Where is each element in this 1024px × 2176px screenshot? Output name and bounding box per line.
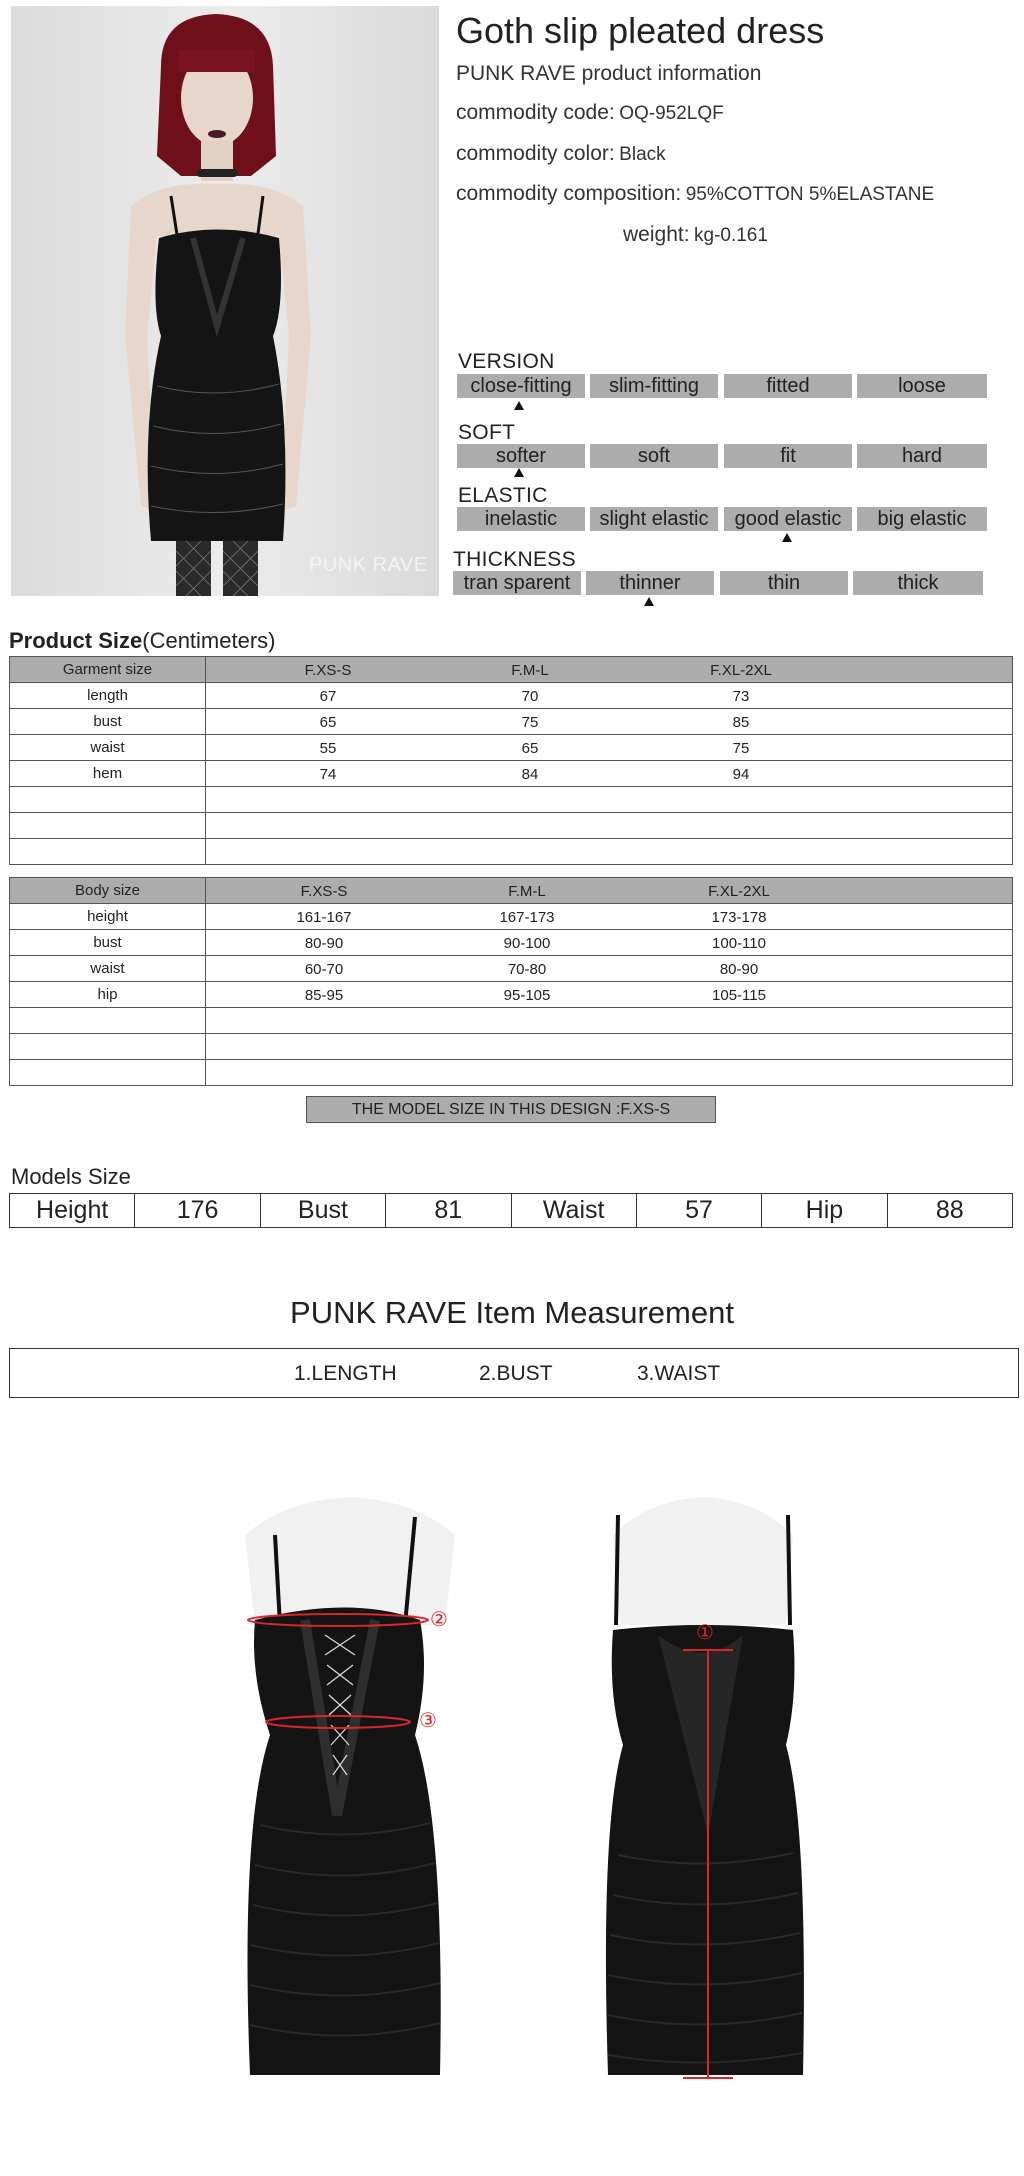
row-value: 84 [521,766,539,783]
composition-value: 95%COTTON 5%ELASTANE [685,184,935,205]
thickness-option-0: tran sparent [453,571,581,595]
version-selected-marker [514,401,524,410]
rating-thickness-title: THICKNESS [453,548,576,571]
empty-cell [10,813,206,839]
empty-cell [10,839,206,865]
empty-cell [206,1008,1013,1034]
soft-selected-marker [514,468,524,477]
color-value: Black [619,144,666,165]
row-value: 65 [319,714,337,731]
table-row [10,761,1013,787]
row-values [206,982,1013,1008]
product-size-title-text: Product Size [9,628,143,653]
header-col-2: F.M-L [511,662,549,679]
commodity-composition-row [456,182,934,206]
models-size-value: 81 [386,1194,511,1228]
row-value: 105-115 [712,987,766,1004]
row-value: 75 [732,740,750,757]
row-label: hip [10,982,206,1008]
empty-cell [206,1060,1013,1086]
product-size-table [9,656,1013,865]
soft-option-3: hard [857,444,987,468]
soft-option-1: soft [590,444,718,468]
elastic-option-2: good elastic [724,507,852,531]
row-values [206,709,1013,735]
table-row-empty [10,839,1013,865]
row-value: 80-90 [719,961,759,978]
row-label: bust [10,930,206,956]
empty-cell [10,1034,206,1060]
header-col-1: F.XS-S [300,883,348,900]
waist-marker: ③ [419,1710,437,1732]
models-size-label: Height [10,1194,135,1228]
table-row-empty [10,1060,1013,1086]
measurement-item-length: 1.LENGTH [294,1362,397,1385]
thickness-option-2: thin [720,571,848,595]
elastic-selected-marker [782,533,792,542]
table-row [10,982,1013,1008]
row-label: waist [10,956,206,982]
row-values [206,904,1013,930]
elastic-option-3: big elastic [857,507,987,531]
empty-cell [206,1034,1013,1060]
models-size-label: Bust [260,1194,385,1228]
weight-value: kg-0.161 [694,225,768,246]
version-option-1: slim-fitting [590,374,718,398]
header-cell: Garment size [10,657,206,683]
commodity-color-row [456,142,666,166]
row-value: 70-80 [507,961,547,978]
row-value: 80-90 [304,935,344,952]
empty-cell [10,1060,206,1086]
models-size-value: 57 [636,1194,761,1228]
elastic-option-0: inelastic [457,507,585,531]
row-value: 60-70 [304,961,344,978]
empty-cell [206,839,1013,865]
row-value: 85-95 [304,987,344,1004]
measurement-item-waist: 3.WAIST [637,1362,721,1385]
row-label: length [10,683,206,709]
thickness-selected-marker [644,597,654,606]
body-size-table [9,877,1013,1086]
empty-cell [206,787,1013,813]
version-option-2: fitted [724,374,852,398]
rating-soft-title: SOFT [458,421,516,444]
rating-elastic-title: ELASTIC [458,484,548,507]
rating-version-title: VERSION [458,350,555,373]
row-values [206,956,1013,982]
table-row [10,735,1013,761]
table-row [10,956,1013,982]
header-cell: Body size [10,878,206,904]
header-col-1: F.XS-S [304,662,352,679]
row-value: 85 [732,714,750,731]
commodity-code-row [456,101,724,125]
table-row-empty [10,1034,1013,1060]
table-header-row [10,657,1013,683]
length-marker: ① [696,1622,714,1644]
row-value: 70 [521,688,539,705]
row-values [206,761,1013,787]
models-size-table [9,1193,1013,1228]
header-col-2: F.M-L [508,883,546,900]
row-value: 65 [521,740,539,757]
soft-option-2: fit [724,444,852,468]
models-size-label: Hip [762,1194,887,1228]
weight-row [623,223,768,247]
row-value: 167-173 [499,909,555,926]
models-size-row [10,1194,1013,1228]
row-value: 75 [521,714,539,731]
soft-option-0: softer [457,444,585,468]
table-row-empty [10,787,1013,813]
empty-cell [10,1008,206,1034]
row-values [206,683,1013,709]
models-size-label: Waist [511,1194,636,1228]
empty-cell [10,787,206,813]
version-option-3: loose [857,374,987,398]
row-label: hem [10,761,206,787]
models-size-value: 176 [135,1194,260,1228]
models-size-title: Models Size [11,1164,131,1189]
row-values [206,930,1013,956]
code-value: OQ-952LQF [619,103,724,124]
table-row-empty [10,813,1013,839]
bust-marker: ② [430,1609,448,1631]
row-label: height [10,904,206,930]
composition-label: commodity composition: [456,182,682,205]
row-label: waist [10,735,206,761]
table-row-empty [10,1008,1013,1034]
row-value: 90-100 [503,935,551,952]
code-label: commodity code: [456,101,615,124]
table-row [10,683,1013,709]
elastic-option-1: slight elastic [590,507,718,531]
watermark-text: PUNK RAVE [309,554,428,576]
row-label: bust [10,709,206,735]
row-value: 67 [319,688,337,705]
product-size-title [9,628,276,654]
table-row [10,930,1013,956]
header-cell [206,878,1013,904]
empty-cell [206,813,1013,839]
row-value: 55 [319,740,337,757]
models-size-value: 88 [887,1194,1012,1228]
measurement-item-bust: 2.BUST [479,1362,553,1385]
measurement-legend-box [9,1348,1019,1398]
table-header-row [10,878,1013,904]
dress-back-illustration [598,1495,808,2090]
color-label: commodity color: [456,142,615,165]
row-value: 73 [732,688,750,705]
table-row [10,709,1013,735]
table-row [10,904,1013,930]
header-col-3: F.XL-2XL [710,662,772,679]
row-value: 94 [732,766,750,783]
version-option-0: close-fitting [457,374,585,398]
row-value: 173-178 [711,909,767,926]
brand-info: PUNK RAVE product information [456,62,762,85]
weight-label: weight: [623,223,690,246]
product-size-unit: (Centimeters) [142,628,276,653]
row-value: 74 [319,766,337,783]
model-size-note: THE MODEL SIZE IN THIS DESIGN :F.XS-S [306,1096,716,1123]
measurement-title: PUNK RAVE Item Measurement [290,1295,734,1330]
hero-model-photo [11,6,439,596]
dress-front-illustration [225,1495,475,2090]
row-values [206,735,1013,761]
row-value: 100-110 [712,935,766,952]
header-cell [206,657,1013,683]
model-illustration [11,6,439,596]
thickness-option-1: thinner [586,571,714,595]
row-value: 161-167 [296,909,352,926]
product-title: Goth slip pleated dress [456,10,825,51]
row-value: 95-105 [503,987,551,1004]
header-col-3: F.XL-2XL [708,883,770,900]
thickness-option-3: thick [853,571,983,595]
